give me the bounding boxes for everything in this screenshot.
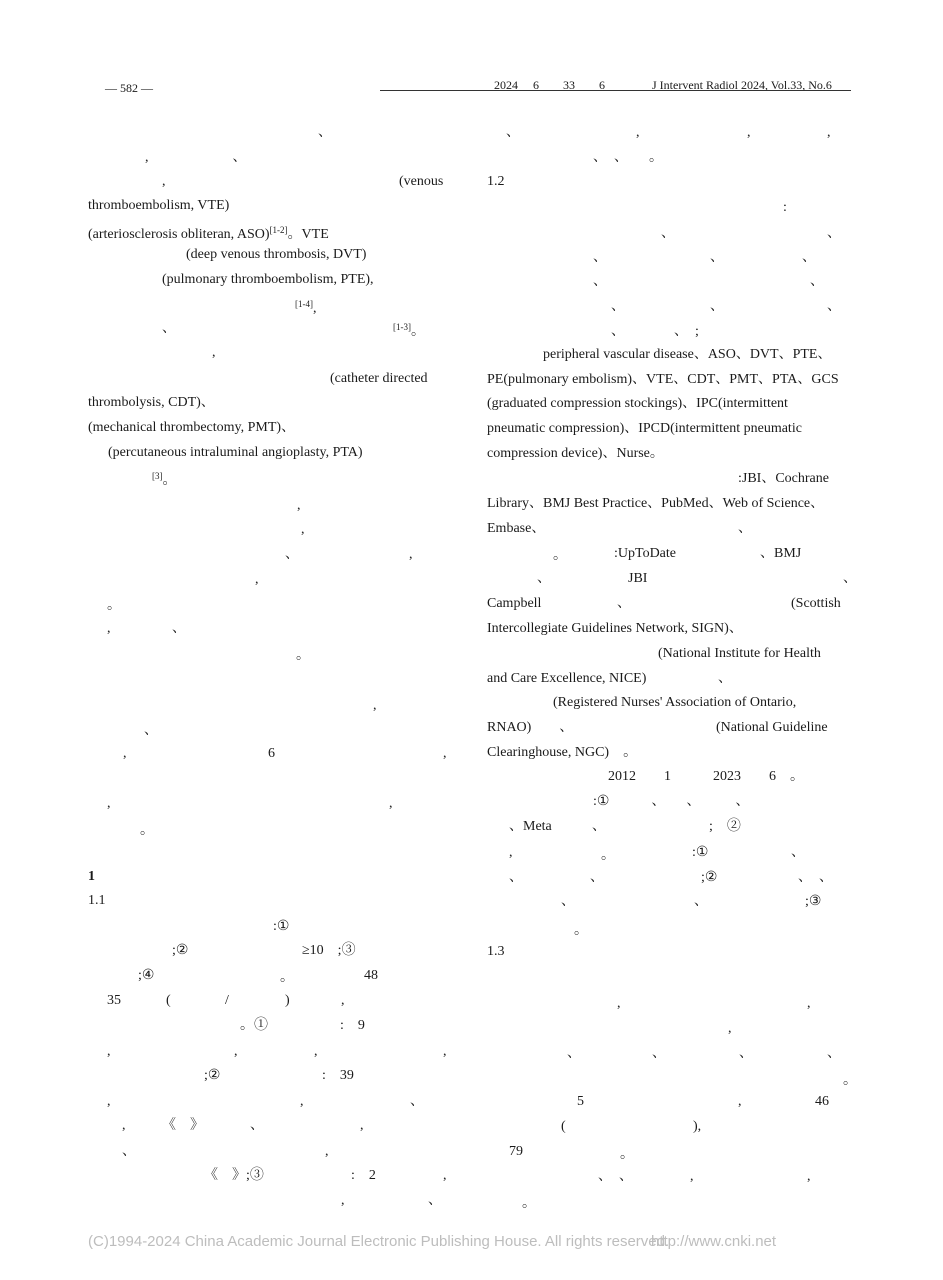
text-line: (venous [399,174,444,189]
journal-en-citation: J Intervent Radiol 2024, Vol.33, No.6 [652,78,832,92]
text-line: 、 [537,571,551,586]
text-line: , [747,125,751,140]
text-line: (Registered Nurses' Association of Ontario, [553,695,797,710]
text-line: , [341,1193,345,1208]
journal-cn-citation: 2024 6 33 6 [494,78,606,92]
text-line: (pulmonary thromboembolism, PTE), [162,272,374,287]
text-line: thromboembolism, VTE) [88,198,230,213]
text-line: 、 [738,521,752,536]
text-line: Clearinghouse, NGC) 。 [487,745,638,760]
text-line: 。 [574,923,588,938]
text-line: (arteriosclerosis obliteran, ASO)[1-2]。VTE [88,225,329,242]
text-line: 、 [827,1046,841,1061]
text-line: , [509,845,513,860]
text-line: / [225,993,229,1008]
copyright-notice: (C)1994-2024 China Academic Journal Electronic Publishing House. All rights reserved. [88,1233,670,1250]
citation-superscript: [1-2] [269,225,288,235]
text-line: 、 [593,250,607,265]
text-line: 。 [280,970,294,985]
text-line: 。 [553,548,567,563]
text-line: Embase、 [487,521,546,536]
text-line: , [636,125,640,140]
text-line: , [728,1021,732,1036]
text-line: , [443,1168,447,1183]
text-line: 。 [620,1147,634,1162]
text-line: 。 [296,648,310,663]
text-line: PE(pulmonary embolism)、VTE、CDT、PMT、PTA、GCS [487,372,839,387]
text-line: 、 [144,723,158,738]
section-heading: 1 [88,869,95,884]
text-line: , [255,572,259,587]
text-line: ;② [701,870,718,885]
text-line: , [122,1118,126,1133]
header-rule [380,90,851,91]
text-line: , [212,345,216,360]
text-line: 、 、 。 [593,150,663,165]
text-line: 、 [506,125,520,140]
text-line: 。 [843,1073,857,1088]
text-line: thrombolysis, CDT)、 [88,395,215,410]
text-line: peripheral vascular disease、ASO、DVT、PTE、 [543,347,832,362]
text-line: :① 、 、 、 [593,794,750,809]
citation-superscript: [3] [152,471,163,481]
text-line: 。① [240,1018,268,1033]
text-line: 、 [172,621,186,636]
text-line: 2012 1 2023 6 。 [608,769,804,784]
text-line: , [301,522,305,537]
text-line: 《 》;③ [204,1168,264,1183]
text-line: , [107,621,111,636]
text-line: : [783,200,787,215]
cnki-url: http://www.cnki.net [651,1233,777,1250]
text-line: 、 [810,274,824,289]
text-line: 、 [410,1094,424,1109]
text-line: 。 [601,848,615,863]
text-line: 、 [285,547,299,562]
text-line: 、 [710,250,724,265]
text-line: 、 [318,125,332,140]
text-line: 、 、 [798,870,833,885]
text-line: (mechanical thrombectomy, PMT)、 [88,420,296,435]
text-line: 、BMJ [760,546,802,561]
text-line: 48 [364,968,378,983]
text-line: 、 [827,299,841,314]
text-line: (catheter directed [330,371,428,386]
text-line: , [297,498,301,513]
text-line: 、 [739,1046,753,1061]
text-line: , [300,1094,304,1109]
text-line: ;④ [138,968,155,983]
text-line: :① [273,919,290,934]
text-line: Library、BMJ Best Practice、PubMed、Web of Science、 [487,496,825,511]
text-line: [1-3]。 [393,322,425,339]
text-line: :JBI、Cochrane [738,471,829,486]
text-line: 、 [718,671,732,686]
text-line: , [807,996,811,1011]
text-line: 、 [509,870,523,885]
text-line: (National Guideline [716,720,828,735]
text-line: 、 [567,1046,581,1061]
text-line: , [409,547,413,562]
text-line: (Scottish [791,596,841,611]
text-line: ≥10 ;③ [302,943,356,958]
text-line: : 2 [351,1168,376,1183]
text-line: 、 [250,1118,264,1133]
text-line: 、 [593,274,607,289]
text-line: , 、 [145,150,247,165]
text-line: ( [166,993,171,1008]
text-line: : 9 [340,1018,365,1033]
text-line: , [360,1118,364,1133]
text-line: 、 [661,226,675,241]
text-line: 、 [592,819,606,834]
text-line: 、 [611,299,625,314]
text-line: RNAO) 、 [487,720,574,735]
text-line: ) [285,993,290,1008]
text-line: 、Meta [509,819,552,834]
page-number: — 582 — [105,81,153,95]
text-line: and Care Excellence, NICE) [487,671,647,686]
text-line: compression device)、Nurse。 [487,446,664,461]
text-line: , [738,1094,742,1109]
text-line: 46 [815,1094,829,1109]
text-line: 、 [802,250,816,265]
text-line: , [807,1169,811,1184]
text-line: 35 [107,993,121,1008]
citation-superscript: [1-3] [393,322,411,332]
text-line: 。 [107,598,121,613]
text-line: : 39 [322,1068,354,1083]
text-line: :① [692,845,709,860]
text-line: 。 [140,823,154,838]
text-line: 79 [509,1144,523,1159]
text-line: 5 [577,1094,584,1109]
text-line: , [341,993,345,1008]
text-line: :UpToDate [614,546,677,561]
text-line: 、 [162,321,176,336]
text-line: (percutaneous intraluminal angioplasty, PTA) [108,445,363,460]
text-line: Intercollegiate Guidelines Network, SIGN)、 [487,621,743,636]
text-line: 6 [268,746,275,761]
text-line: (deep venous thrombosis, DVT) [186,247,367,262]
text-line: , [107,1044,111,1059]
text-line: (National Institute for Health [658,646,821,661]
text-line: , [325,1144,329,1159]
text-line: , [314,1044,318,1059]
text-line: 、 [428,1193,442,1208]
text-line: 、 [652,1046,666,1061]
text-line: 、 、 ; [611,324,699,339]
text-line: , [373,698,377,713]
text-line: 。 [522,1196,536,1211]
text-line: , [234,1044,238,1059]
text-line: 、 、 [598,1169,633,1184]
text-line: , [827,125,831,140]
text-line: [3]。 [152,471,177,488]
text-line: , [123,746,127,761]
text-line: 、 [122,1144,136,1159]
text-line: 、 [791,845,805,860]
text-line: , [443,1044,447,1059]
text-line: 、 [710,299,724,314]
text-line: ;② [172,943,189,958]
text-line: , [443,746,447,761]
subsection-heading: 1.2 [487,174,505,189]
text-line: 、 [617,596,631,611]
text-line: 、 [827,226,841,241]
text-line: Campbell [487,596,542,611]
text-line: 、 [590,870,604,885]
text-line: 《 》 [162,1118,204,1133]
text-line: (graduated compression stockings)、IPC(intermittent [487,396,788,411]
text-line: , [107,796,111,811]
text-line: , [690,1169,694,1184]
text-line: 、 [843,571,857,586]
text-line: , [389,796,393,811]
text-line: JBI [628,571,648,586]
text-line: ( [561,1119,566,1134]
text-line: pneumatic compression)、IPCD(intermittent pneumatic [487,421,802,436]
text-line: 、 [561,894,575,909]
subsection-heading: 1.3 [487,944,505,959]
citation-superscript: [1-4] [295,299,313,309]
text-line: ;③ [805,894,822,909]
text-line: , [107,1094,111,1109]
text-line: ; ② [709,819,741,834]
text-line: , [162,174,166,189]
text-line: 、 [694,894,708,909]
text-line: ), [693,1119,702,1134]
text-line: ;② [204,1068,221,1083]
text-line: , [617,996,621,1011]
text-line: [1-4], [295,299,317,316]
subsection-heading: 1.1 [88,893,106,908]
